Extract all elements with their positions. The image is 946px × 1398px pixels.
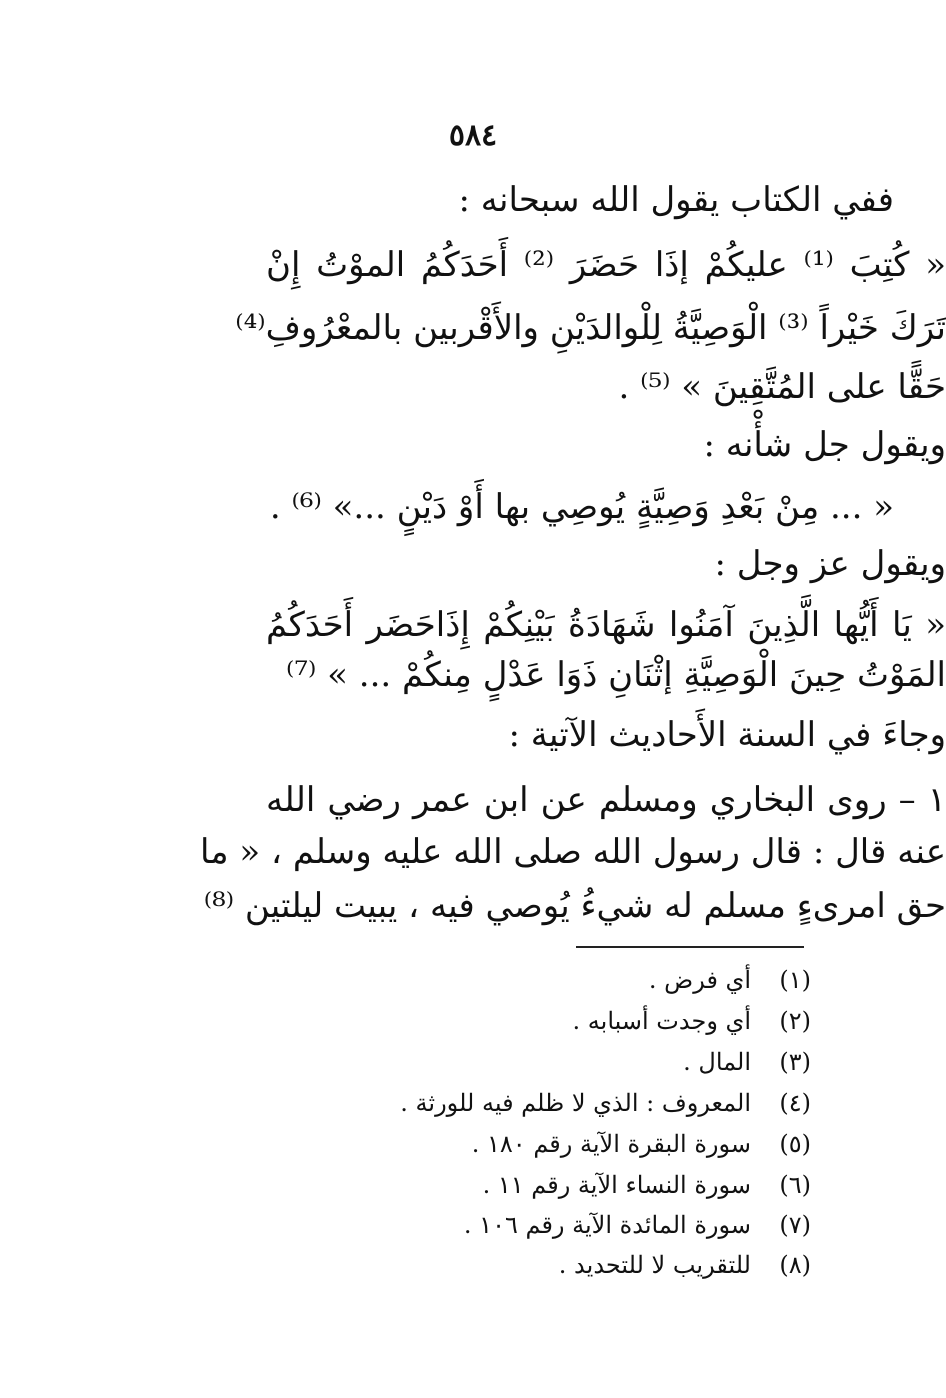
body-line: وجاءَ في السنة الأَحاديث الآتية :	[508, 715, 946, 755]
footnote-number: (٧)	[779, 1211, 811, 1239]
footnote-text: سورة المائدة الآية رقم ١٠٦ .	[463, 1211, 751, 1239]
body-line: ويقول جل شأْنه :	[703, 425, 946, 465]
footnote-number: (٣)	[779, 1048, 811, 1076]
footnote-item	[131, 1207, 811, 1243]
footnote-separator	[576, 946, 804, 948]
footnote-number: (٦)	[779, 1171, 811, 1199]
verse-line: حَقًّا على المُتَّقِينَ » ⁽⁵⁾ .	[618, 367, 946, 407]
page-number: ٥٨٤	[448, 118, 498, 153]
footnote-item	[131, 1126, 811, 1162]
footnote-text: أي فرض .	[648, 966, 751, 994]
footnote-number: (١)	[779, 966, 811, 994]
hadith-line: حق امرىءٍ مسلم له شيءُ يُوصي فيه ، يبيت ليلتين ⁽⁸⁾	[203, 886, 946, 926]
footnote-item	[131, 1085, 811, 1121]
footnote-number: (٤)	[779, 1089, 811, 1117]
hadith-line: عنه قال : قال رسول الله صلى الله عليه وسلم ، « ما	[200, 832, 946, 872]
footnote-text: المال .	[683, 1048, 751, 1076]
footnote-item	[131, 1167, 811, 1203]
footnote-item	[131, 1003, 811, 1039]
verse-line: « كُتِبَ ⁽¹⁾ عليكُمْ إذَا حَضَرَ ⁽²⁾ أَحَدَكُمُ الموْتُ إِنْ	[266, 245, 946, 285]
body-line: ففي الكتاب يقول الله سبحانه :	[458, 180, 894, 220]
verse-line: المَوْتُ حِينَ الْوَصِيَّةِ إثْنَانِ ذَوَا عَدْلٍ مِنكُمْ ... » ⁽⁷⁾	[286, 655, 946, 695]
footnote-number: (٨)	[779, 1251, 811, 1279]
verse-line: « ... مِنْ بَعْدِ وَصِيَّةٍ يُوصِي بها أَوْ دَيْنٍ ...» ⁽⁶⁾ .	[269, 487, 894, 527]
footnote-number: (٢)	[779, 1007, 811, 1035]
footnote-text: للتقريب لا للتحديد .	[558, 1251, 751, 1279]
footnote-item	[131, 1044, 811, 1080]
footnote-text: سورة النساء الآية رقم ١١ .	[482, 1171, 751, 1199]
footnote-text: سورة البقرة الآية رقم ١٨٠ .	[471, 1130, 751, 1158]
footnote-item	[131, 962, 811, 998]
verse-line: « يَا أَيُّها الَّذِينَ آمَنُوا شَهَادَةُ بَيْنِكُمْ إِذَاحَضَر أَحَدَكُمُ	[266, 605, 946, 645]
hadith-line: ١ – روى البخاري ومسلم عن ابن عمر رضي الله	[266, 780, 946, 820]
footnote-item	[131, 1247, 811, 1283]
verse-line: تَرَكَ خَيْراً ⁽³⁾ الْوَصِيَّةُ لِلْوالدَيْنِ والأَقْربين بالمعْرُوفِ⁽⁴⁾	[235, 308, 946, 348]
footnote-number: (٥)	[779, 1130, 811, 1158]
footnote-text: أي وجدت أسبابه .	[572, 1007, 751, 1035]
footnote-text: المعروف : الذي لا ظلم فيه للورثة .	[400, 1089, 751, 1117]
body-line: ويقول عز وجل :	[714, 544, 946, 584]
